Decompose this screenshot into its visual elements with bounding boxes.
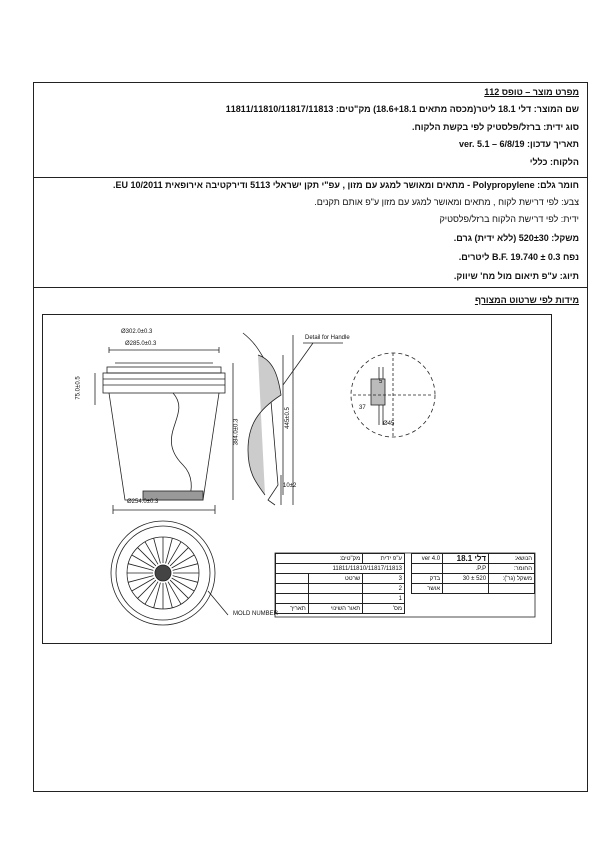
weight: משקל: 520±30 (ללא ידית) גרם. — [453, 233, 579, 243]
detail-label: Detail for Handle — [305, 335, 350, 341]
row-label: בדק — [412, 574, 443, 584]
customer: הלקוח: כללי — [529, 157, 579, 167]
dim-top-inner: Ø285.0±0.3 — [125, 341, 157, 347]
section-view — [243, 333, 343, 505]
revision-date: תאריך עדכון: 6/8/19 – ver. 5.1 — [458, 139, 579, 149]
product-section — [34, 83, 587, 178]
detail-dim-b: Ø45 — [383, 421, 395, 427]
dim-height: 384.0±0.3 — [233, 418, 240, 446]
subject-label: הנושא: — [489, 554, 535, 564]
bottom-rib — [173, 576, 198, 583]
detail-dim-c: 5 — [379, 379, 383, 385]
product-name: שם המוצר: דלי 18.1 ליטר(מכסה מתאים 18.6+18.1) מק"טים: 11811/11810/11817/11813 — [225, 104, 579, 114]
col-date: תאריך — [276, 604, 309, 614]
subject-table — [411, 553, 535, 594]
drawing-heading: מידות לפי שרטוט המצורף — [474, 295, 579, 305]
catalog-label: מק"טים: — [276, 554, 363, 564]
labeling: תיוג: ע"פ תיאום מול מח' שיווק. — [453, 271, 579, 281]
bottom-rib — [154, 538, 161, 563]
bottom-rib — [128, 564, 153, 571]
row-label: שרטט — [308, 574, 363, 584]
front-view — [95, 347, 233, 514]
rev-label: 3 — [363, 574, 405, 584]
handle-label: ע"פ ידית — [363, 554, 405, 564]
subject-value: דלי 18.1 — [443, 554, 489, 564]
technical-drawing — [42, 314, 552, 644]
materials-section — [34, 178, 587, 288]
weight-label: משקל (גר'): — [489, 574, 535, 584]
revision-table — [275, 553, 405, 614]
bf-volume: נפח B.F. 19.740 ± 0.3 ליטרים. — [458, 252, 579, 262]
color: צבע: לפי דרישת לקוח , מתאים ומאושר למגע עם מזון ע"פ אותם תקנים. — [314, 197, 579, 207]
raw-material: חומר גלם: Polypropylene - מתאים ומאושר למגע עם מזון , עפ"י תקן ישראלי 5113 ודירקטיבה אירופאית EU 10/2011. — [113, 180, 579, 190]
mold-number: MOLD NUMBER — [233, 611, 279, 617]
ver: ver 4.0 — [412, 554, 443, 564]
handle: ידית: לפי דרישת הלקוח ברזל/פלסטיק — [439, 214, 579, 224]
material-value: P.P. — [443, 564, 489, 574]
dim-base: 10±2 — [283, 483, 297, 489]
material-label: החומר: — [489, 564, 535, 574]
dim-top-outer: Ø302.0±0.3 — [121, 329, 153, 335]
catalog-value: 11811/11810/11817/11813 — [276, 564, 405, 574]
dim-overall: 445±0.5 — [284, 407, 291, 429]
spec-title: מפרט מוצר – טופס 112 — [484, 87, 579, 97]
dim-bottom: Ø254.0±0.3 — [127, 499, 159, 505]
detail-dim-a: 37 — [359, 405, 366, 411]
bottom-rib — [173, 564, 198, 571]
bottom-rib — [154, 583, 161, 608]
bottom-rib — [166, 583, 173, 608]
weight-value: 520 ± 30 — [443, 574, 489, 584]
handle-type: סוג ידית: ברזל/פלסטיק לפי בקשת הלקוח. — [412, 122, 579, 132]
bottom-rib — [166, 538, 173, 563]
row-label: אושר — [412, 584, 443, 594]
rev-label: 1 — [363, 594, 405, 604]
bottom-rib — [128, 576, 153, 583]
bottom-view — [111, 521, 228, 625]
col-number: מס' — [363, 604, 405, 614]
col-change: תאור השינוי — [308, 604, 363, 614]
dim-side: 75.0±0.5 — [75, 376, 82, 400]
rev-label: 2 — [363, 584, 405, 594]
